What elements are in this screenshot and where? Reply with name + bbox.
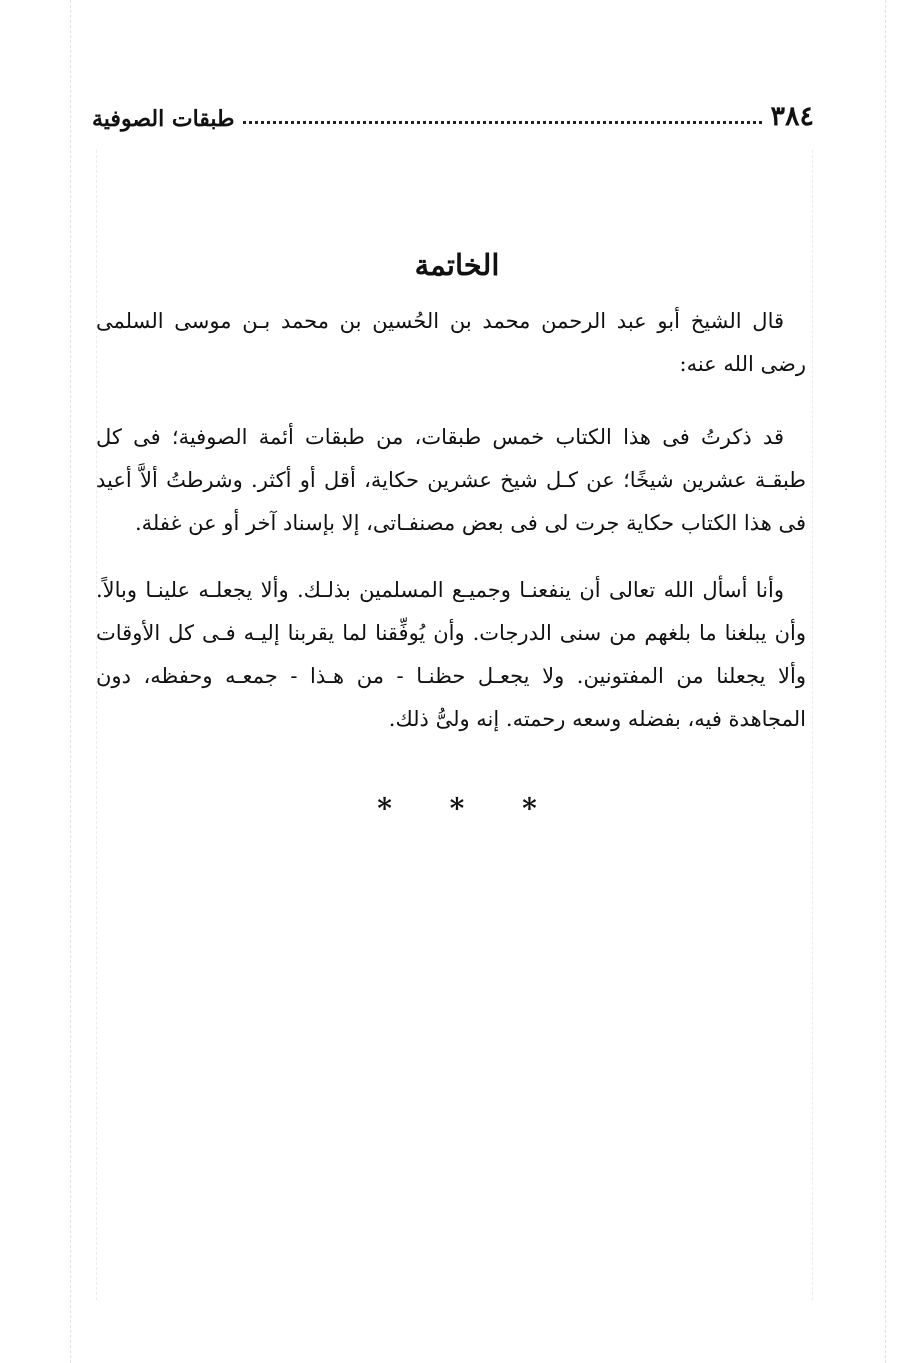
book-title: طبقات الصوفية <box>92 106 235 132</box>
scan-guide-line <box>885 0 886 1363</box>
header-dot-leader <box>243 121 763 124</box>
asterisk-separator: * * * <box>377 792 561 825</box>
running-header <box>92 88 814 132</box>
body-text <box>96 300 806 765</box>
page-number: ٣٨٤ <box>770 101 814 132</box>
paragraph-closing-prayer: وأنا أسأل الله تعالى أن ينفعنـا وجميـع المسلمين بذلـك. وألا يجعلـه علينـا وبالاً. وأن يبلغنا ما بلغهم من سنى الدرجات. وأن يُوفِّقنا لما يقربنا إليـه فـى كل الأوقات وألا يجعلنا من المفتونين. ولا يجعـل حظنـا - من هـذا - جمعـه وحفظه، دون المجاهدة فيه، بفضله وسعه رحمته. إنه ولىُّ ذلك. <box>96 578 806 731</box>
scan-guide-line <box>70 0 71 1363</box>
scan-guide-line <box>812 150 813 1300</box>
chapter-title: الخاتمة <box>414 248 500 282</box>
paragraph-intro: قال الشيخ أبو عبد الرحمن محمد بن الحُسين بن محمد بـن موسى السلمى رضى الله عنه: <box>96 309 806 376</box>
paragraph-book-structure: قد ذكرتُ فى هذا الكتاب خمس طبقات، من طبقات أئمة الصوفية؛ فى كل طبقـة عشرين شيخًا؛ عن كـل شيخ عشرين حكاية، أقل أو أكثر. وشرطتُ ألاَّ أعيد فى هذا الكتاب حكاية جرت لى فى بعض مصنفـاتى، إلا بإسناد آخر أو عن غفلة. <box>96 425 806 535</box>
